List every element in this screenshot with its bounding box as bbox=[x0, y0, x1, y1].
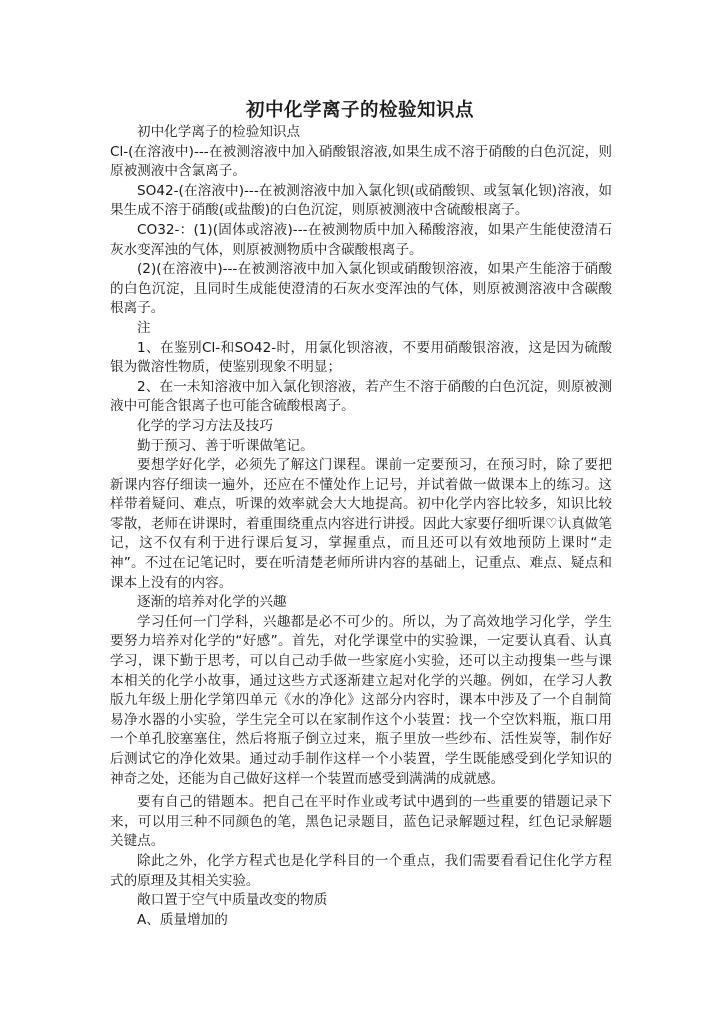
paragraph-mass-increase: A、质量增加的 bbox=[137, 911, 228, 928]
paragraph-methods-heading: 化学的学习方法及技巧 bbox=[137, 417, 273, 434]
paragraph-sulfate-test: SO42-(在溶液中)---在被测溶液中加入氯化钡(或硝酸钡、或氢氧化钡)溶液，如果生成不溶于硝酸(或盐酸)的白色沉淀，则原被测液中含硫酸根离子。 bbox=[110, 182, 612, 219]
paragraph-note-1: 1、在鉴别Cl-和SO42-时，用氯化钡溶液，不要用硝酸银溶液，这是因为硫酸银为微溶性物质，使鉴别现象不明显； bbox=[110, 339, 612, 376]
paragraph-equations: 除此之外，化学方程式也是化学科目的一个重点，我们需要看看记住化学方程式的原理及其相关实验。 bbox=[110, 852, 612, 889]
paragraph-note-2: 2、在一未知溶液中加入氯化钡溶液，若产生不溶于硝酸的白色沉淀，则原被测液中可能含银离子也可能含硫酸根离子。 bbox=[110, 378, 612, 415]
paragraph-note-heading: 注 bbox=[137, 319, 151, 336]
paragraph-subtitle: 初中化学离子的检验知识点 bbox=[137, 124, 301, 140]
paragraph-carbonate-test-2: (2)(在溶液中)---在被测溶液中加入氯化钡或硝酸钡溶液，如果产生能溶于硝酸的白色沉淀，且同时生成能使澄清的石灰水变浑浊的气体，则原被测溶液中含碳酸根离子。 bbox=[110, 261, 612, 317]
paragraph-interest-body: 学习任何一门学科，兴趣都是必不可少的。所以，为了高效地学习化学，学生要努力培养对化学的“好感”。首先，对化学课堂中的实验课，一定要认真看、认真学习，课下勤于思考，可以自己动手做一些家庭小实验，还可以主动搜集一些与课本相关的化学小故事，通过这些方式逐渐建立起对化学的兴趣。例如，在学习人教版九年级上册化学第四单元《水的净化》这部分内容时，课本中涉及了一个自制简易净水器的小实验，学生完全可以在家制作这个小装置：找一个空饮料瓶，瓶口用一个单孔胶塞塞住，然后将瓶子倒立过来，瓶子里放一些纱布、活性炭等，制作好后测试它的净化效果。通过动手制作这样一个小装置，学生既能感受到化学知识的神奇之处，还能为自己做好这样一个装置而感受到满满的成就感。 bbox=[110, 613, 612, 787]
paragraph-carbonate-test-1: CO32-：(1)(固体或溶液)---在被测物质中加入稀酸溶液，如果产生能使澄清石灰水变浑浊的气体，则原被测物质中含碳酸根离子。 bbox=[110, 221, 612, 258]
document-title: 初中化学离子的检验知识点 bbox=[245, 100, 474, 121]
paragraph-preview-body: 要想学好化学，必须先了解这门课程。课前一定要预习，在预习时，除了要把新课内容仔细读一遍外，还应在不懂处作上记号，并试着做一做课本上的练习。这样带着疑问、难点，听课的效率就会大大地提高。初中化学内容比较多，知识比较零散，老师在讲课时，着重围绕重点内容进行讲授。因此大家要仔细听课♡认真做笔记，这不仅有利于进行课后复习，掌握重点，而且还可以有效地预防上课时“走神”。不过在记笔记时，要在听清楚老师所讲内容的基础上，记重点、难点、疑点和课本上没有的内容。 bbox=[110, 457, 612, 591]
paragraph-chloride-test: Cl-(在溶液中)---在被测溶液中加入硝酸银溶液,如果生成不溶于硝酸的白色沉淀，则原被测液中含氯离子。 bbox=[110, 143, 612, 180]
paragraph-interest-heading: 逐渐的培养对化学的兴趣 bbox=[137, 594, 287, 611]
paragraph-open-air-heading: 敞口置于空气中质量改变的物质 bbox=[137, 892, 328, 909]
document-body bbox=[110, 123, 612, 930]
paragraph-mistake-notebook: 要有自己的错题本。把自己在平时作业或考试中遇到的一些重要的错题记录下来，可以用三种不同颜色的笔，黑色记录题目，蓝色记录解题过程，红色记录解题关键点。 bbox=[110, 794, 612, 850]
paragraph-preview-heading: 勤于预习、善于听课做笔记。 bbox=[137, 437, 314, 454]
